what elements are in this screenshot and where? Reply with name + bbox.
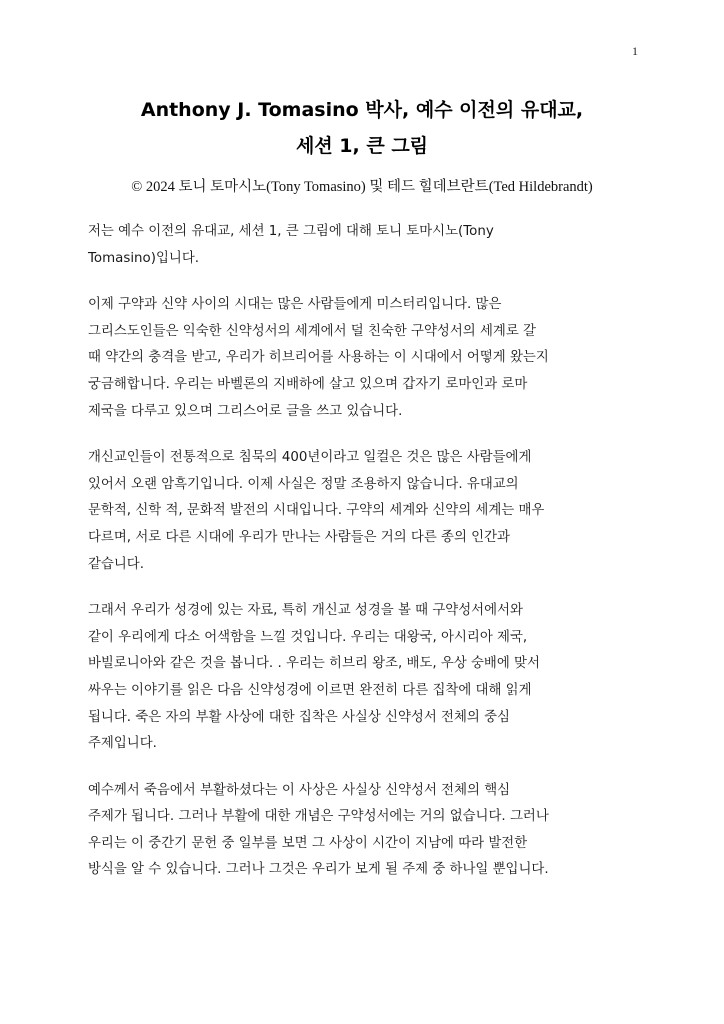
paragraph-line: 주제입니다. <box>88 736 157 752</box>
paragraph-line: 개신교인들이 전통적으로 침묵의 400년이라고 일컬은 것은 많은 사람들에게 <box>88 450 532 466</box>
paragraph <box>88 778 648 884</box>
paragraph-line: 됩니다. 죽은 자의 부활 사상에 대한 집착은 사실상 신약성서 전체의 중심 <box>88 709 510 725</box>
paragraph-line: 궁금해합니다. 우리는 바벨론의 지배하에 살고 있으며 갑자기 로마인과 로마 <box>88 376 528 392</box>
paragraph-line: 예수께서 죽음에서 부활하셨다는 이 사상은 사실상 신약성서 전체의 핵심 <box>88 782 511 798</box>
paragraph <box>88 445 648 578</box>
title-line-1: Anthony J. Tomasino 박사, 예수 이전의 유대교, <box>140 99 584 121</box>
paragraph-line: 싸우는 이야기를 읽은 다음 신약성경에 이르면 완전히 다른 집착에 대해 읽게 <box>88 682 532 698</box>
copyright-line: © 2024 토니 토마시노(Tony Tomasino) 및 테드 힐데브란트(Ted Hildebrandt) <box>131 179 593 195</box>
paragraph-line: 다르며, 서로 다른 시대에 우리가 만나는 사람들은 거의 다른 종의 인간과 <box>88 529 510 545</box>
paragraph <box>88 219 648 272</box>
paragraph-line: 때 약간의 충격을 받고, 우리가 히브리어를 사용하는 이 시대에서 어떻게 왔는지 <box>88 350 549 366</box>
paragraph-line: 주제가 됩니다. 그러나 부활에 대한 개념은 구약성서에는 거의 없습니다. 그러나 <box>88 809 549 825</box>
paragraph-line: 그리스도인들은 익숙한 신약성서의 세계에서 덜 친숙한 구약성서의 세계로 갈 <box>88 323 536 339</box>
paragraph-line: Tomasino)입니다. <box>88 250 200 266</box>
paragraph-line: 바빌로니아와 같은 것을 봅니다. . 우리는 히브리 왕조, 배도, 우상 숭배에 맞서 <box>88 656 540 672</box>
title-line-2: 세션 1, 큰 그림 <box>295 135 429 157</box>
page-number: 1 <box>632 44 638 58</box>
paragraph-line: 저는 예수 이전의 유대교, 세션 1, 큰 그림에 대해 토니 토마시노(Tony <box>88 224 494 239</box>
paragraph <box>88 598 648 758</box>
paragraph-line: 우리는 이 중간기 문헌 중 일부를 보면 그 사상이 시간이 지남에 따라 발전한 <box>88 835 528 851</box>
paragraph <box>88 292 648 425</box>
paragraph-line: 같습니다. <box>88 556 144 572</box>
paragraph-line: 있어서 오랜 암흑기입니다. 이제 사실은 정말 조용하지 않습니다. 유대교의 <box>88 476 519 492</box>
paragraph-line: 방식을 알 수 있습니다. 그러나 그것은 우리가 보게 될 주제 중 하나일 뿐입니다. <box>88 862 549 878</box>
paragraph-line: 이제 구약과 신약 사이의 시대는 많은 사람들에게 미스터리입니다. 많은 <box>88 297 502 313</box>
paragraph-line: 같이 우리에게 다소 어색함을 느낄 것입니다. 우리는 대왕국, 아시리아 제국, <box>88 629 528 645</box>
paragraph-line: 제국을 다루고 있으며 그리스어로 글을 쓰고 있습니다. <box>88 403 403 419</box>
body-text <box>88 219 648 904</box>
document-title <box>60 92 664 164</box>
paragraph-line: 그래서 우리가 성경에 있는 자료, 특히 개신교 성경을 볼 때 구약성서에서와 <box>88 603 523 619</box>
paragraph-line: 문학적, 신학 적, 문화적 발전의 시대입니다. 구약의 세계와 신약의 세계는 매우 <box>88 503 545 519</box>
